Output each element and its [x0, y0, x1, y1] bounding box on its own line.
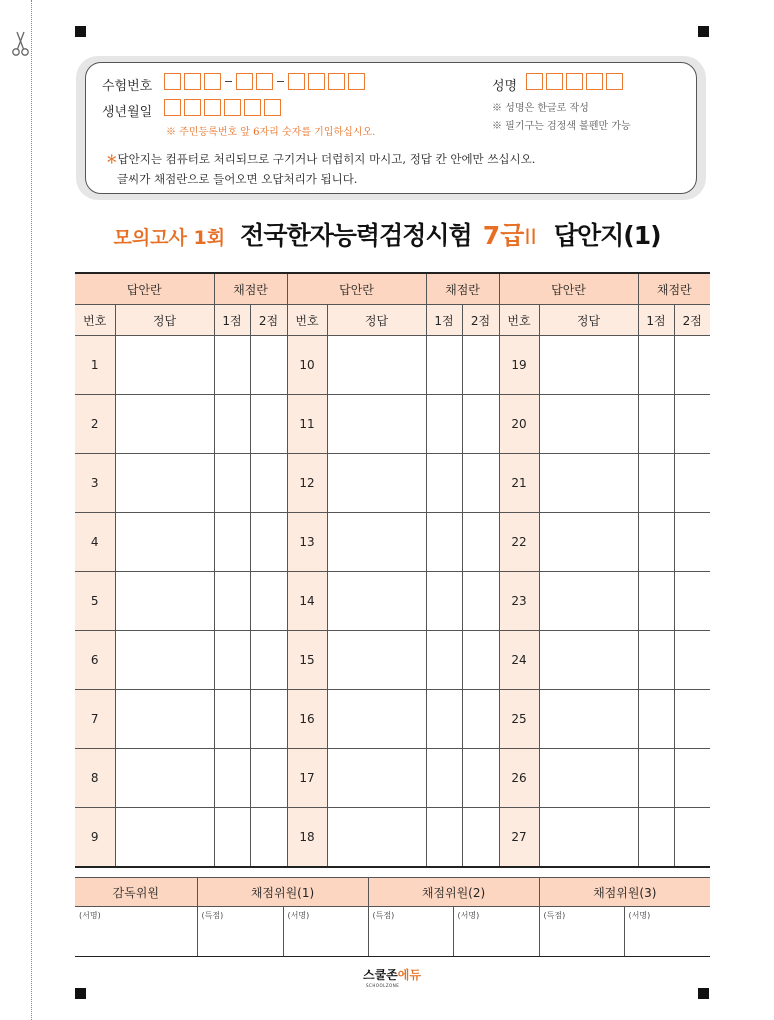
score-1-cell[interactable] — [638, 513, 674, 572]
warning-star-icon: ＊ — [106, 152, 118, 166]
score-1-cell[interactable] — [638, 336, 674, 395]
score-2-cell[interactable] — [250, 631, 287, 690]
score-1-cell[interactable] — [426, 572, 462, 631]
score-1-cell[interactable] — [426, 395, 462, 454]
score-2-cell[interactable] — [462, 336, 499, 395]
question-number: 10 — [287, 336, 327, 395]
answer-section-header: 답안란 — [499, 273, 638, 305]
question-number: 6 — [75, 631, 115, 690]
answer-column-header: 정답 — [539, 305, 638, 336]
title-grade-suffix: II — [524, 225, 537, 249]
question-number: 17 — [287, 749, 327, 808]
question-number: 13 — [287, 513, 327, 572]
answer-cell[interactable] — [115, 572, 214, 631]
answer-cell[interactable] — [327, 395, 426, 454]
signature-table — [75, 877, 710, 957]
score-2-column-header: 2점 — [462, 305, 499, 336]
score-2-column-header: 2점 — [250, 305, 287, 336]
answer-cell[interactable] — [539, 513, 638, 572]
score-1-cell[interactable] — [638, 572, 674, 631]
candidate-info-panel — [76, 56, 706, 200]
score-1-cell[interactable] — [214, 336, 250, 395]
corner-mark-top-left — [75, 26, 86, 37]
score-2-cell[interactable] — [250, 572, 287, 631]
birth-date-boxes[interactable] — [164, 99, 284, 116]
question-number: 24 — [499, 631, 539, 690]
question-number: 20 — [499, 395, 539, 454]
score-1-cell[interactable] — [214, 808, 250, 868]
corner-mark-bottom-left — [75, 988, 86, 999]
warning-line-2: 글씨가 채점란으로 들어오면 오답처리가 됩니다. — [117, 172, 358, 186]
corner-mark-top-right — [698, 26, 709, 37]
score-1-cell[interactable] — [638, 395, 674, 454]
table-row — [75, 395, 710, 454]
answer-cell[interactable] — [115, 631, 214, 690]
birth-date-note: ※ 주민등록번호 앞 6자리 숫자를 기입하십시오. — [166, 127, 376, 138]
answer-cell[interactable] — [327, 690, 426, 749]
question-number: 18 — [287, 808, 327, 868]
table-row — [75, 690, 710, 749]
grader-3-score-cell[interactable]: (득점) — [539, 907, 624, 957]
question-number: 9 — [75, 808, 115, 868]
score-1-cell[interactable] — [426, 631, 462, 690]
score-2-cell[interactable] — [250, 808, 287, 868]
score-1-cell[interactable] — [638, 808, 674, 868]
grader-3-signature-cell[interactable]: (서명) — [624, 907, 710, 957]
table-row — [75, 749, 710, 808]
table-row — [75, 808, 710, 868]
score-2-cell[interactable] — [462, 749, 499, 808]
score-2-cell[interactable] — [462, 395, 499, 454]
question-number: 25 — [499, 690, 539, 749]
table-row — [75, 454, 710, 513]
score-1-cell[interactable] — [214, 395, 250, 454]
question-number: 19 — [499, 336, 539, 395]
grader-1-header: 채점위원(1) — [197, 878, 368, 907]
question-number: 5 — [75, 572, 115, 631]
grader-2-score-cell[interactable]: (득점) — [368, 907, 453, 957]
table-row — [75, 572, 710, 631]
answer-cell[interactable] — [539, 690, 638, 749]
question-number: 14 — [287, 572, 327, 631]
name-note-pen: ※ 필기구는 검정색 볼펜만 가능 — [492, 121, 631, 132]
score-2-cell[interactable] — [674, 749, 710, 808]
scissors-icon — [10, 30, 32, 58]
grader-1-score-cell[interactable]: (득점) — [197, 907, 283, 957]
score-1-column-header: 1점 — [426, 305, 462, 336]
score-1-cell[interactable] — [638, 454, 674, 513]
score-2-cell[interactable] — [674, 395, 710, 454]
question-number: 15 — [287, 631, 327, 690]
answer-cell[interactable] — [115, 808, 214, 868]
exam-number-label: 수험번호 — [102, 79, 153, 94]
score-2-cell[interactable] — [674, 631, 710, 690]
answer-column-header: 정답 — [327, 305, 426, 336]
score-1-cell[interactable] — [638, 631, 674, 690]
question-number: 27 — [499, 808, 539, 868]
question-number: 12 — [287, 454, 327, 513]
score-2-cell[interactable] — [462, 572, 499, 631]
score-1-cell[interactable] — [426, 454, 462, 513]
score-2-cell[interactable] — [674, 808, 710, 868]
answer-column-header: 정답 — [115, 305, 214, 336]
birth-date-label: 생년월일 — [102, 105, 153, 120]
publisher-logo-subtext: SCHOOLZONE — [366, 983, 400, 988]
answer-cell[interactable] — [115, 749, 214, 808]
grader-1-signature-cell[interactable]: (서명) — [283, 907, 368, 957]
answer-cell[interactable] — [327, 454, 426, 513]
answer-section-header: 답안란 — [75, 273, 214, 305]
score-2-cell[interactable] — [674, 690, 710, 749]
answer-cell[interactable] — [327, 749, 426, 808]
answer-cell[interactable] — [115, 513, 214, 572]
score-1-cell[interactable] — [426, 690, 462, 749]
score-2-cell[interactable] — [462, 454, 499, 513]
publisher-logo: 스쿨존에듀 — [363, 968, 421, 982]
supervisor-header: 감독위원 — [75, 878, 197, 907]
page-title — [0, 216, 774, 252]
answer-cell[interactable] — [115, 690, 214, 749]
answer-cell[interactable] — [539, 395, 638, 454]
number-column-header: 번호 — [287, 305, 327, 336]
score-2-cell[interactable] — [462, 690, 499, 749]
answer-cell[interactable] — [539, 454, 638, 513]
grader-3-header: 채점위원(3) — [539, 878, 710, 907]
score-section-header: 채점란 — [638, 273, 710, 305]
score-1-cell[interactable] — [214, 454, 250, 513]
exam-number-boxes[interactable] — [164, 73, 368, 90]
score-section-header: 채점란 — [214, 273, 287, 305]
answer-cell[interactable] — [115, 395, 214, 454]
title-grade: 7급 — [482, 221, 525, 250]
name-note-korean: ※ 성명은 한글로 작성 — [492, 103, 589, 114]
score-1-column-header: 1점 — [214, 305, 250, 336]
question-number: 21 — [499, 454, 539, 513]
title-main: 전국한자능력검정시험 — [240, 221, 472, 250]
score-2-cell[interactable] — [250, 454, 287, 513]
grader-2-signature-cell[interactable]: (서명) — [453, 907, 539, 957]
table-row — [75, 631, 710, 690]
score-2-cell[interactable] — [250, 336, 287, 395]
score-2-cell[interactable] — [462, 513, 499, 572]
score-2-cell[interactable] — [250, 513, 287, 572]
answer-cell[interactable] — [539, 631, 638, 690]
table-row — [75, 513, 710, 572]
answer-cell[interactable] — [539, 749, 638, 808]
score-1-cell[interactable] — [638, 690, 674, 749]
question-number: 7 — [75, 690, 115, 749]
question-number: 4 — [75, 513, 115, 572]
score-1-cell[interactable] — [426, 336, 462, 395]
question-number: 8 — [75, 749, 115, 808]
score-2-cell[interactable] — [250, 395, 287, 454]
score-2-cell[interactable] — [674, 513, 710, 572]
score-1-cell[interactable] — [214, 749, 250, 808]
question-number: 23 — [499, 572, 539, 631]
score-2-cell[interactable] — [462, 808, 499, 868]
question-number: 26 — [499, 749, 539, 808]
score-1-cell[interactable] — [426, 808, 462, 868]
question-number: 22 — [499, 513, 539, 572]
title-exam-round: 모의고사 1회 — [113, 227, 226, 249]
corner-mark-bottom-right — [698, 988, 709, 999]
score-section-header: 채점란 — [426, 273, 499, 305]
answer-cell[interactable] — [539, 336, 638, 395]
score-2-cell[interactable] — [250, 749, 287, 808]
answer-cell[interactable] — [327, 572, 426, 631]
question-number: 2 — [75, 395, 115, 454]
answer-cell[interactable] — [539, 808, 638, 868]
number-column-header: 번호 — [75, 305, 115, 336]
score-1-cell[interactable] — [638, 749, 674, 808]
answer-table — [75, 272, 710, 868]
answer-cell[interactable] — [115, 454, 214, 513]
title-answer-sheet: 답안지(1) — [553, 221, 661, 250]
answer-section-header: 답안란 — [287, 273, 426, 305]
score-2-cell[interactable] — [674, 454, 710, 513]
score-1-cell[interactable] — [426, 749, 462, 808]
name-label: 성명 — [492, 79, 518, 94]
score-2-cell[interactable] — [462, 631, 499, 690]
cut-line — [31, 0, 32, 1020]
question-number: 11 — [287, 395, 327, 454]
answer-cell[interactable] — [327, 336, 426, 395]
answer-cell[interactable] — [115, 336, 214, 395]
question-number: 1 — [75, 336, 115, 395]
score-2-column-header: 2점 — [674, 305, 710, 336]
score-1-cell[interactable] — [214, 631, 250, 690]
score-1-cell[interactable] — [214, 513, 250, 572]
score-2-cell[interactable] — [250, 690, 287, 749]
number-column-header: 번호 — [499, 305, 539, 336]
question-number: 3 — [75, 454, 115, 513]
question-number: 16 — [287, 690, 327, 749]
score-1-cell[interactable] — [214, 572, 250, 631]
supervisor-signature-cell[interactable]: (서명) — [75, 907, 197, 957]
name-boxes[interactable] — [526, 73, 626, 90]
score-1-column-header: 1점 — [638, 305, 674, 336]
score-1-cell[interactable] — [426, 513, 462, 572]
score-2-cell[interactable] — [674, 572, 710, 631]
answer-cell[interactable] — [327, 631, 426, 690]
answer-cell[interactable] — [539, 572, 638, 631]
answer-cell[interactable] — [327, 808, 426, 868]
answer-cell[interactable] — [327, 513, 426, 572]
grader-2-header: 채점위원(2) — [368, 878, 539, 907]
score-2-cell[interactable] — [674, 336, 710, 395]
table-row — [75, 336, 710, 395]
warning-line-1: ＊답안지는 컴퓨터로 처리되므로 구기거나 더럽히지 마시고, 정답 칸 안에만 쓰십시오. — [106, 152, 536, 166]
score-1-cell[interactable] — [214, 690, 250, 749]
